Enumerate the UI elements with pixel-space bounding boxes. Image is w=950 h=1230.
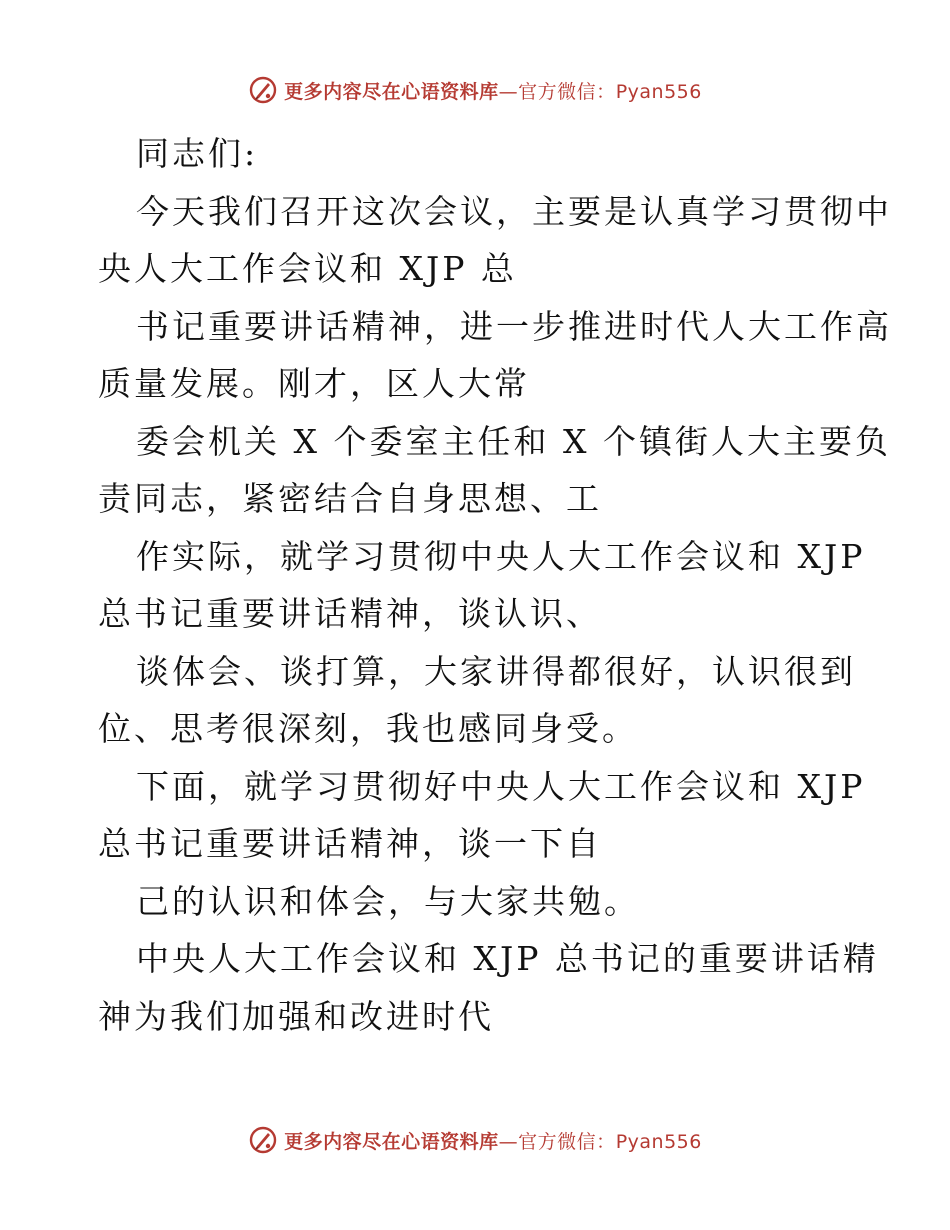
text-line: 责同志，紧密结合自身思想、工 bbox=[98, 479, 602, 518]
header-brand-text: 更多内容尽在心语资料库 bbox=[284, 80, 499, 103]
text-line: 神为我们加强和改进时代 bbox=[98, 996, 494, 1036]
text-line: 位、思考很深刻，我也感同身受。 bbox=[98, 709, 638, 748]
text-line: 委会机关 X 个委室主任和 X 个镇街人大主要负 bbox=[136, 421, 891, 461]
quill-logo-icon bbox=[248, 75, 278, 105]
text-line: 作实际，就学习贯彻中央人大工作会议和 XJP bbox=[136, 536, 866, 576]
header-account: Pyan556 bbox=[615, 80, 702, 103]
text-line: 己的认识和体会，与大家共勉。 bbox=[136, 881, 640, 921]
text-line: 书记重要讲话精神，进一步推进时代人大工作高 bbox=[136, 306, 892, 346]
header-banner bbox=[0, 70, 950, 110]
footer-contact-text: 官方微信： bbox=[518, 1130, 616, 1153]
quill-logo-icon bbox=[248, 1125, 278, 1155]
header-banner-text bbox=[284, 77, 702, 104]
document-body bbox=[98, 125, 892, 1045]
text-line: 总书记重要讲话精神，谈一下自 bbox=[98, 824, 602, 863]
header-separator: — bbox=[498, 80, 519, 103]
footer-account: Pyan556 bbox=[615, 1130, 702, 1153]
text-line: 质量发展。刚才，区人大常 bbox=[98, 364, 530, 403]
text-line: 今天我们召开这次会议，主要是认真学习贯彻中 bbox=[136, 191, 892, 231]
footer-separator: — bbox=[498, 1130, 519, 1153]
text-line: 中央人大工作会议和 XJP 总书记的重要讲话精 bbox=[136, 939, 879, 978]
footer-banner bbox=[0, 1120, 950, 1160]
footer-banner-text bbox=[284, 1127, 702, 1154]
text-line: 谈体会、谈打算，大家讲得都很好，认识很到 bbox=[136, 651, 856, 691]
footer-brand-text: 更多内容尽在心语资料库 bbox=[284, 1130, 499, 1153]
text-line: 央人大工作会议和 XJP 总 bbox=[98, 249, 517, 288]
text-line: 同志们: bbox=[136, 134, 259, 173]
header-contact-text: 官方微信： bbox=[518, 80, 616, 103]
text-line: 下面，就学习贯彻好中央人大工作会议和 XJP bbox=[136, 766, 866, 806]
text-line: 总书记重要讲话精神，谈认识、 bbox=[98, 594, 602, 633]
